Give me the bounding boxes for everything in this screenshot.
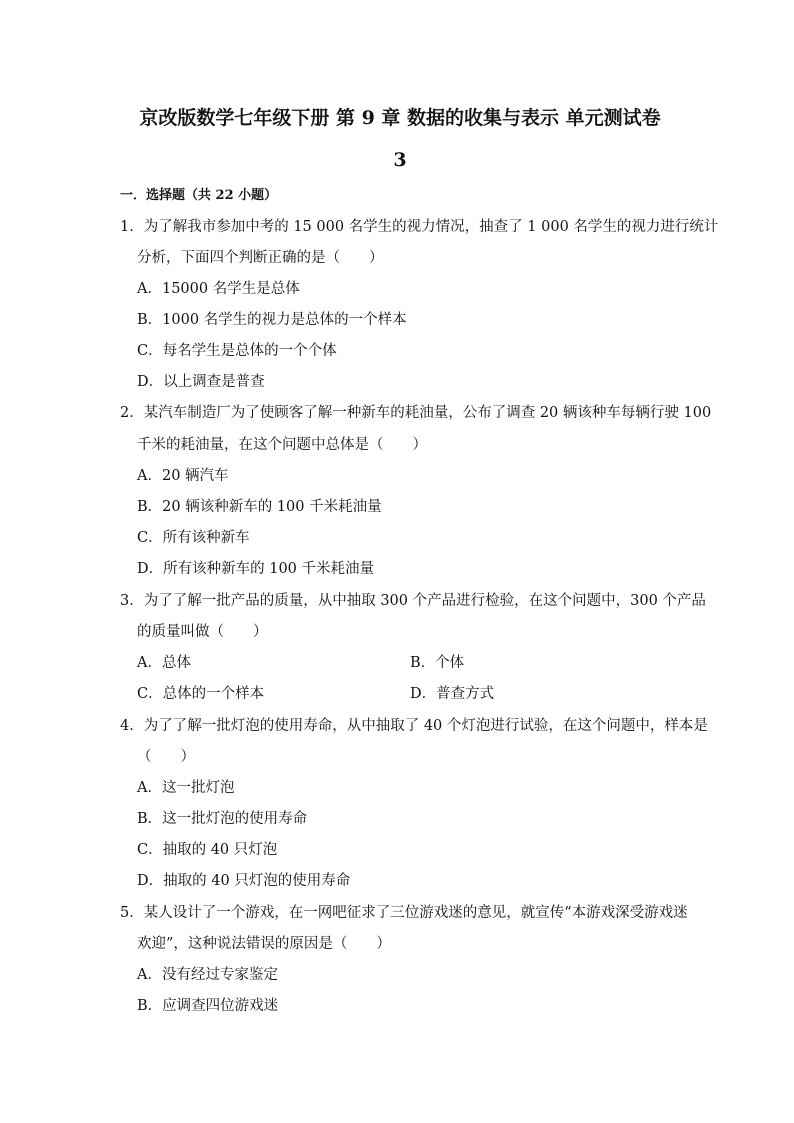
question-2-option-b: B．20 辆该种新车的 100 千米耗油量 — [137, 499, 382, 515]
question-4-option-d: D．抽取的 40 只灯泡的使用寿命 — [137, 873, 351, 889]
question-2-line-1: 2．某汽车制造厂为了使顾客了解一种新车的耗油量，公布了调查 20 辆该种车每辆行驶 100 — [120, 405, 712, 421]
question-1-option-d: D．以上调查是普查 — [137, 374, 265, 390]
question-3-option-b: B．个体 — [410, 655, 465, 671]
question-3-line-2: 的质量叫做（ ） — [137, 624, 268, 640]
question-4-line-1: 4．为了了解一批灯泡的使用寿命，从中抽取了 40 个灯泡进行试验，在这个问题中，样本是 — [120, 718, 708, 734]
question-4-option-b: B．这一批灯泡的使用寿命 — [137, 811, 308, 827]
question-2-option-d: D．所有该种新车的 100 千米耗油量 — [137, 561, 375, 577]
question-5-line-1: 5．某人设计了一个游戏，在一网吧征求了三位游戏迷的意见，就宣传“本游戏深受游戏迷 — [120, 905, 688, 921]
question-4-line-2: （ ） — [137, 749, 195, 765]
question-5-option-b: B．应调查四位游戏迷 — [137, 998, 279, 1014]
question-3-option-a: A．总体 — [137, 655, 191, 671]
document-title-line-1: 京改版数学七年级下册 第 9 章 数据的收集与表示 单元测试卷 — [139, 107, 661, 129]
question-1-option-c: C．每名学生是总体的一个个体 — [137, 343, 337, 359]
question-2-option-c: C．所有该种新车 — [137, 530, 250, 546]
document-title-line-2: 3 — [393, 149, 407, 171]
question-1-option-b: B．1000 名学生的视力是总体的一个样本 — [137, 312, 407, 328]
question-3-option-d: D．普查方式 — [410, 686, 495, 702]
question-4-option-a: A．这一批灯泡 — [137, 780, 235, 796]
question-5-option-a: A．没有经过专家鉴定 — [137, 967, 278, 983]
question-2-option-a: A．20 辆汽车 — [137, 468, 229, 484]
question-3-option-c: C．总体的一个样本 — [137, 686, 265, 702]
question-3-line-1: 3．为了了解一批产品的质量，从中抽取 300 个产品进行检验，在这个问题中，300 个产品 — [120, 593, 706, 609]
question-1-line-1: 1．为了解我市参加中考的 15 000 名学生的视力情况，抽查了 1 000 名学生的视力进行统计 — [120, 219, 719, 235]
question-2-line-2: 千米的耗油量，在这个问题中总体是（ ） — [137, 437, 427, 453]
section-heading: 一．选择题（共 22 小题） — [120, 188, 278, 203]
question-1-option-a: A．15000 名学生是总体 — [137, 281, 300, 297]
question-5-line-2: 欢迎”，这种说法错误的原因是（ ） — [137, 936, 391, 952]
question-1-line-2: 分析，下面四个判断正确的是（ ） — [137, 250, 384, 266]
question-4-option-c: C．抽取的 40 只灯泡 — [137, 842, 278, 858]
